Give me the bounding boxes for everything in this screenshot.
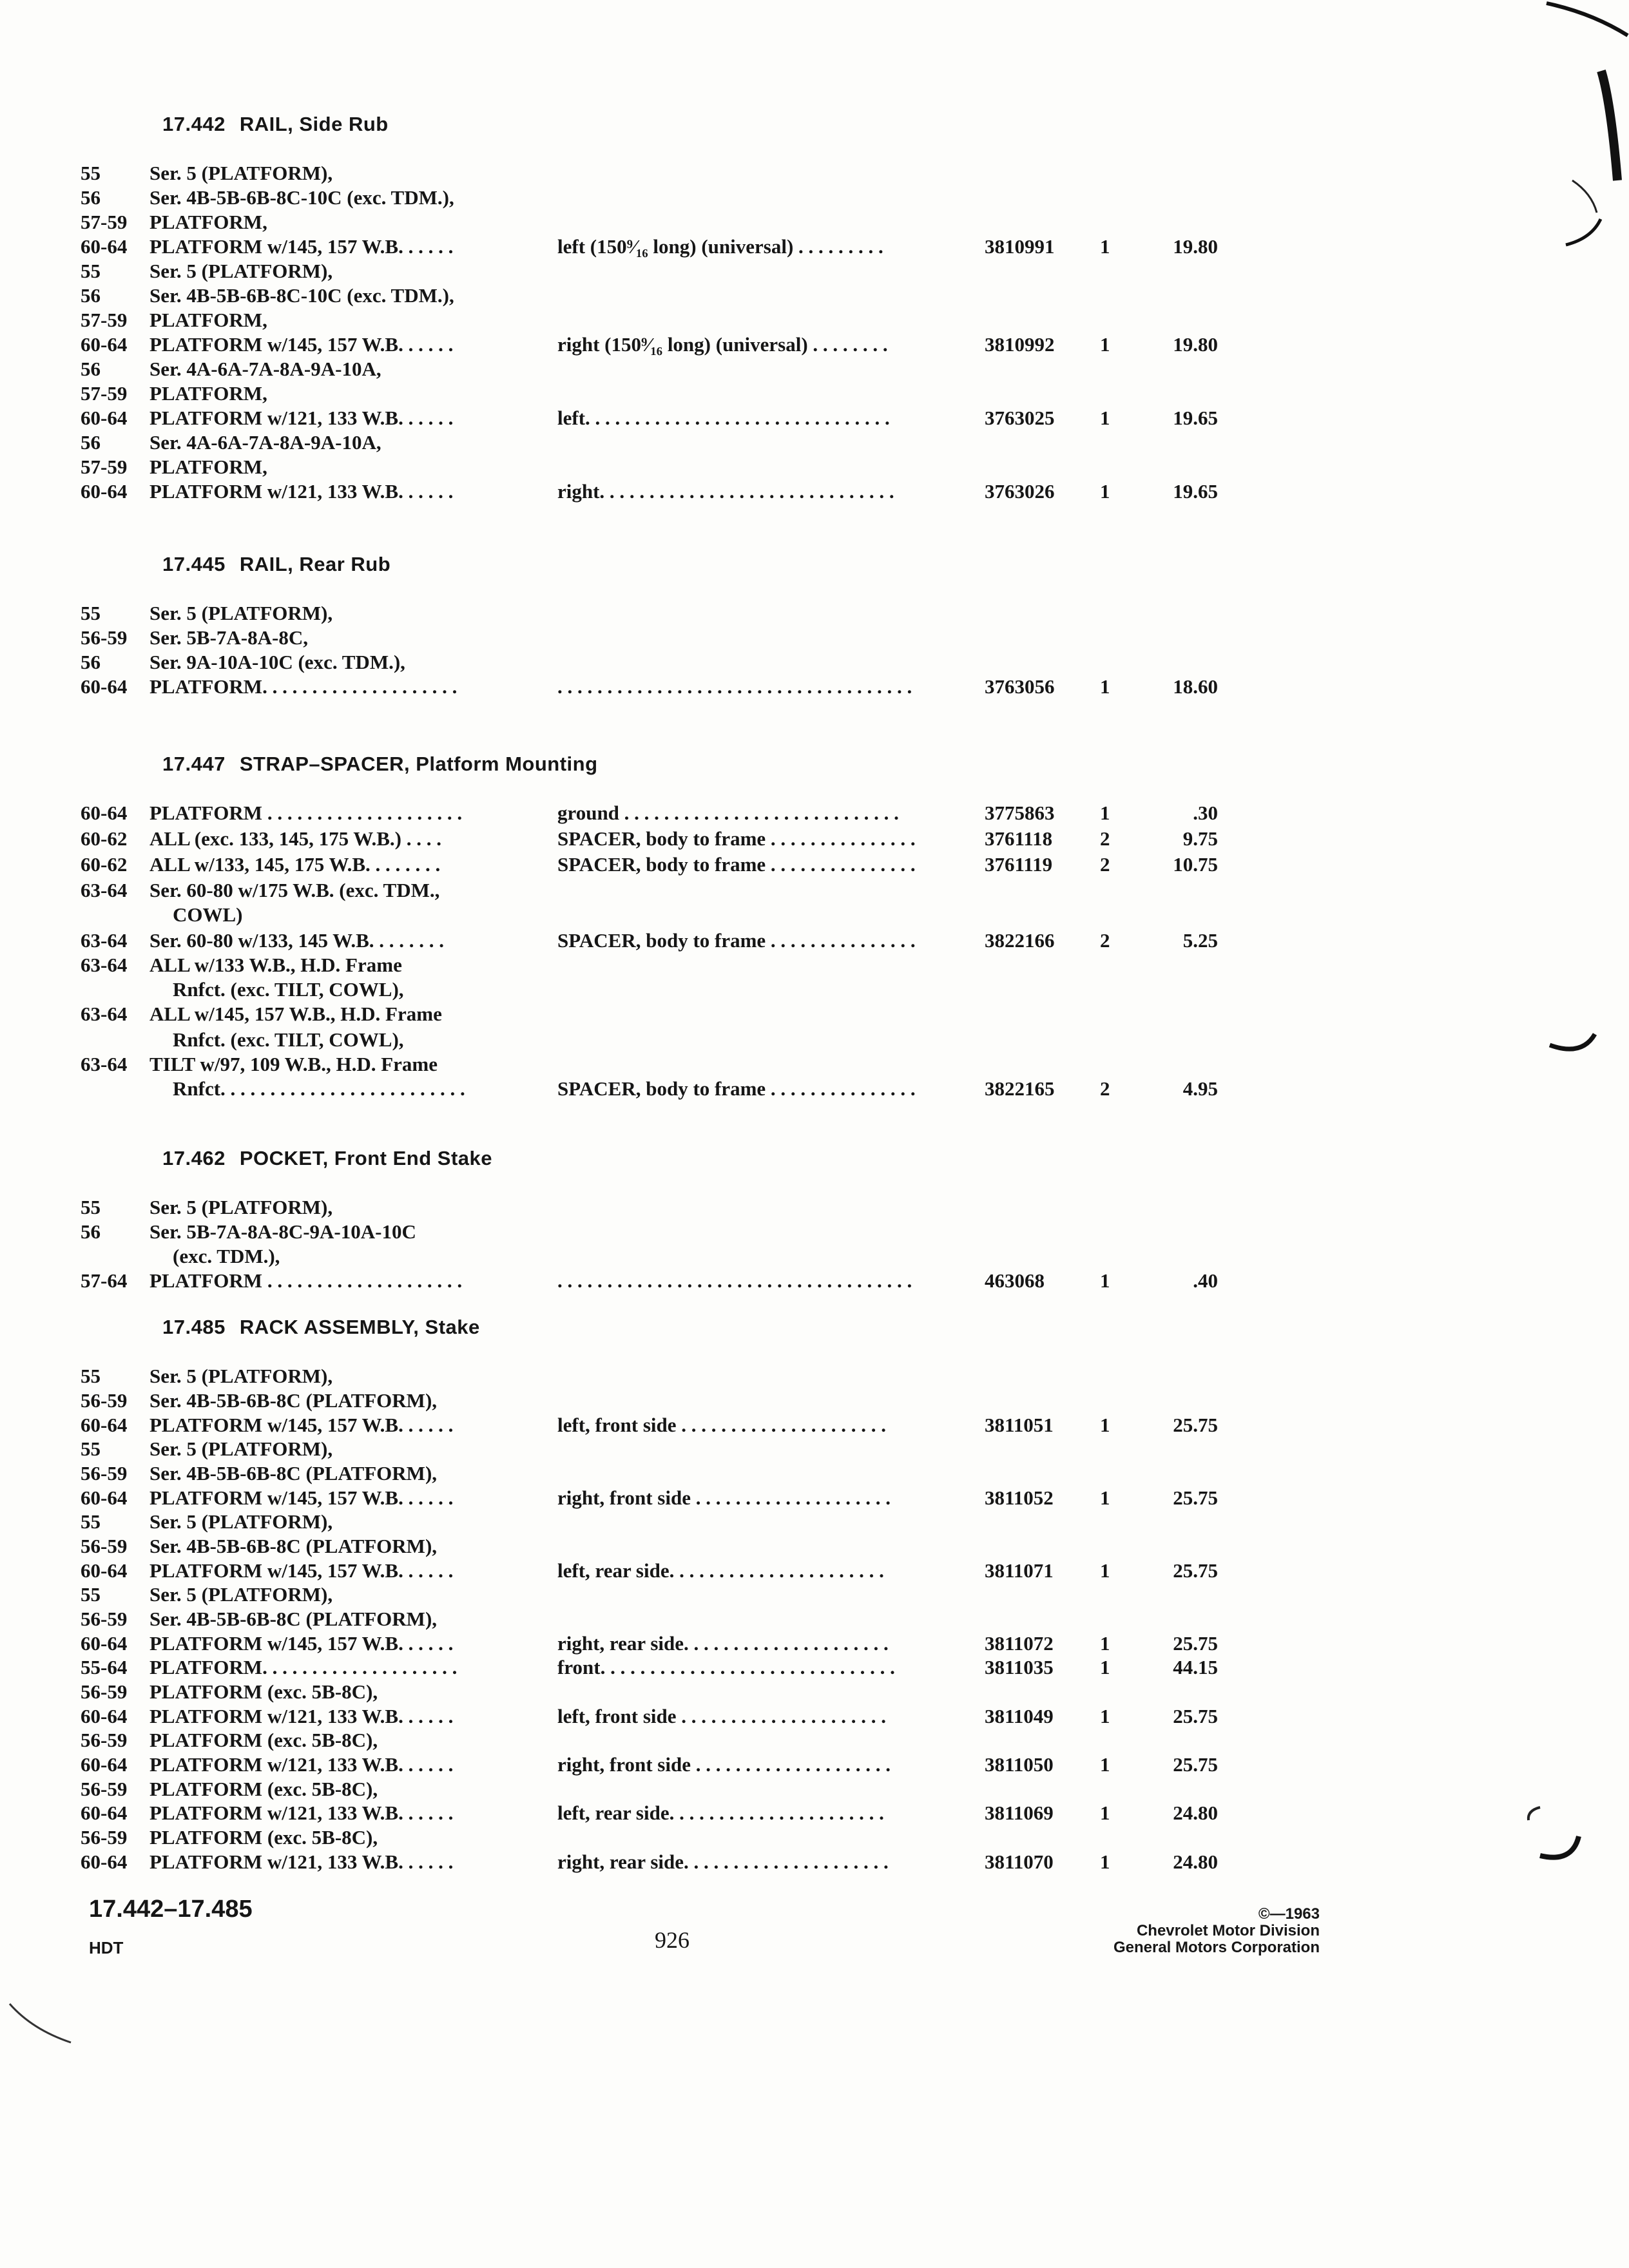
model-application: PLATFORM (exc. 5B-8C), [149, 1826, 378, 1849]
part-description: . . . . . . . . . . . . . . . . . . . . . . . . . . . . . . . . . . . . [557, 675, 912, 698]
part-description: right (150⁹⁄₁₆ long) (universal) . . . . . . . . [557, 333, 888, 356]
part-description: left, rear side. . . . . . . . . . . . . . . . . . . . . . [557, 1559, 884, 1582]
table-row [0, 1486, 1629, 1510]
list-price: 19.65 [1173, 480, 1218, 503]
table-row [0, 626, 1629, 650]
section-number: 17.462 [162, 1147, 226, 1169]
year-range: 63-64 [81, 879, 128, 901]
list-price: 9.75 [1182, 827, 1218, 850]
model-application: PLATFORM w/121, 133 W.B. . . . . . [149, 1705, 454, 1727]
table-row [0, 1002, 1629, 1026]
table-row [0, 1195, 1629, 1220]
list-price: .30 [1193, 802, 1218, 824]
model-application: PLATFORM . . . . . . . . . . . . . . . . . . . . [149, 1269, 463, 1292]
model-application: Ser. 4A-6A-7A-8A-9A-10A, [149, 431, 381, 454]
quantity: 1 [1100, 1753, 1110, 1776]
quantity: 1 [1100, 333, 1110, 356]
model-application: (exc. TDM.), [173, 1245, 280, 1267]
section-title: STRAP–SPACER, Platform Mounting [239, 753, 598, 775]
year-range: 60-64 [81, 1753, 128, 1776]
part-description: SPACER, body to frame . . . . . . . . . . . . . . . [557, 929, 916, 952]
model-application: PLATFORM (exc. 5B-8C), [149, 1778, 378, 1800]
year-range: 60-64 [81, 235, 128, 258]
part-number: 3811050 [985, 1753, 1054, 1776]
table-row [0, 1850, 1629, 1874]
table-row [0, 210, 1629, 235]
model-application: Ser. 4B-5B-6B-8C (PLATFORM), [149, 1389, 438, 1412]
year-range: 57-59 [81, 211, 128, 233]
year-range: 55 [81, 1437, 101, 1460]
table-row [0, 1364, 1629, 1389]
model-application: Ser. 5 (PLATFORM), [149, 602, 333, 624]
quantity: 1 [1100, 1705, 1110, 1727]
section-number: 17.445 [162, 553, 226, 575]
section-heading [162, 1147, 492, 1170]
section-title: RAIL, Rear Rub [239, 553, 391, 575]
year-range: 56-59 [81, 1729, 128, 1751]
model-application: PLATFORM w/121, 133 W.B. . . . . . [149, 480, 454, 503]
list-price: 18.60 [1173, 675, 1218, 698]
table-row [0, 675, 1629, 699]
list-price: 19.80 [1173, 333, 1218, 356]
part-number: 3810991 [985, 235, 1055, 258]
model-application: ALL w/145, 157 W.B., H.D. Frame [149, 1003, 442, 1025]
table-row [0, 406, 1629, 430]
quantity: 2 [1100, 827, 1110, 850]
model-application: PLATFORM (exc. 5B-8C), [149, 1729, 378, 1751]
model-application: Ser. 5B-7A-8A-8C-9A-10A-10C [149, 1220, 416, 1243]
model-application: Ser. 4B-5B-6B-8C-10C (exc. TDM.), [149, 284, 454, 307]
model-application: COWL) [173, 903, 243, 926]
part-description: right, front side . . . . . . . . . . . . . . . . . . . . [557, 1486, 891, 1509]
year-range: 56 [81, 284, 101, 307]
part-number: 3763026 [985, 480, 1055, 503]
quantity: 1 [1100, 1850, 1110, 1873]
part-description: right, rear side. . . . . . . . . . . . . . . . . . . . . [557, 1632, 889, 1655]
model-application: Ser. 4B-5B-6B-8C (PLATFORM), [149, 1462, 438, 1485]
table-row [0, 308, 1629, 332]
section-heading [162, 753, 598, 776]
part-number: 3811070 [985, 1850, 1054, 1873]
quantity: 1 [1100, 1559, 1110, 1582]
part-number: 3822165 [985, 1077, 1055, 1100]
part-number: 3761118 [985, 827, 1053, 850]
table-row [0, 928, 1629, 953]
quantity: 1 [1100, 1656, 1110, 1678]
section-title: RACK ASSEMBLY, Stake [239, 1316, 480, 1338]
table-row [0, 601, 1629, 626]
table-row [0, 1220, 1629, 1244]
table-row [0, 1825, 1629, 1850]
year-range: 55 [81, 1583, 101, 1606]
year-range: 56-59 [81, 626, 128, 649]
part-number: 3811051 [985, 1414, 1054, 1436]
division: Chevrolet Motor Division [1136, 1922, 1320, 1939]
list-price: 44.15 [1173, 1656, 1218, 1678]
table-row [0, 1052, 1629, 1077]
list-price: 5.25 [1182, 929, 1218, 952]
part-number: 3811049 [985, 1705, 1054, 1727]
model-application: PLATFORM w/145, 157 W.B. . . . . . [149, 1559, 454, 1582]
table-row [0, 852, 1629, 877]
year-range: 57-64 [81, 1269, 128, 1292]
year-range: 56-59 [81, 1826, 128, 1849]
model-application: Ser. 5 (PLATFORM), [149, 1365, 333, 1387]
year-range: 56 [81, 431, 101, 454]
model-application: Ser. 5 (PLATFORM), [149, 260, 333, 282]
table-row [0, 1534, 1629, 1559]
table-row [0, 1704, 1629, 1729]
model-application: PLATFORM w/121, 133 W.B. . . . . . [149, 407, 454, 429]
model-application: Ser. 5B-7A-8A-8C, [149, 626, 308, 649]
year-range: 56 [81, 358, 101, 380]
part-number: 3811072 [985, 1632, 1054, 1655]
table-row [0, 479, 1629, 504]
table-row [0, 1801, 1629, 1825]
part-description: left, front side . . . . . . . . . . . . . . . . . . . . . [557, 1705, 887, 1727]
table-row [0, 381, 1629, 406]
list-price: 10.75 [1173, 853, 1218, 876]
scan-hole-artifact-1 [1534, 999, 1624, 1070]
year-range: 60-64 [81, 675, 128, 698]
part-number: 3763056 [985, 675, 1055, 698]
table-row [0, 1631, 1629, 1656]
part-number: 3810992 [985, 333, 1055, 356]
part-number: 3763025 [985, 407, 1055, 429]
quantity: 1 [1100, 802, 1110, 824]
year-range: 55 [81, 162, 101, 184]
model-application: Ser. 5 (PLATFORM), [149, 162, 333, 184]
model-application: PLATFORM . . . . . . . . . . . . . . . . . . . . [149, 802, 463, 824]
table-row [0, 1777, 1629, 1802]
model-application: Ser. 5 (PLATFORM), [149, 1437, 333, 1460]
table-row [0, 1437, 1629, 1461]
table-row [0, 1655, 1629, 1680]
list-price: 19.65 [1173, 407, 1218, 429]
section-heading [162, 113, 389, 136]
year-range: 63-64 [81, 1003, 128, 1025]
table-row [0, 357, 1629, 381]
year-range: 55 [81, 260, 101, 282]
year-range: 60-64 [81, 1705, 128, 1727]
table-row [0, 977, 1629, 1002]
list-price: 25.75 [1173, 1632, 1218, 1655]
model-application: PLATFORM, [149, 382, 267, 405]
model-application: Ser. 9A-10A-10C (exc. TDM.), [149, 651, 405, 673]
part-description: SPACER, body to frame . . . . . . . . . . . . . . . [557, 853, 916, 876]
section-heading [162, 553, 390, 576]
quantity: 1 [1100, 1486, 1110, 1509]
quantity: 1 [1100, 235, 1110, 258]
scan-corner-artifact [6, 1997, 77, 2049]
list-price: 24.80 [1173, 1850, 1218, 1873]
year-range: 56-59 [81, 1462, 128, 1485]
table-row [0, 1413, 1629, 1437]
part-number: 3822166 [985, 929, 1055, 952]
part-description: left. . . . . . . . . . . . . . . . . . . . . . . . . . . . . . . [557, 407, 890, 429]
quantity: 2 [1100, 853, 1110, 876]
quantity: 1 [1100, 407, 1110, 429]
part-description: right. . . . . . . . . . . . . . . . . . . . . . . . . . . . . . [557, 480, 894, 503]
year-range: 60-64 [81, 333, 128, 356]
scan-hole-artifact-2 [1514, 1791, 1611, 1875]
footer-code: HDT [89, 1938, 124, 1957]
model-application: Ser. 5 (PLATFORM), [149, 1583, 333, 1606]
page-number: 926 [655, 1927, 689, 1953]
model-application: ALL w/133 W.B., H.D. Frame [149, 954, 402, 976]
part-description: front. . . . . . . . . . . . . . . . . . . . . . . . . . . . . . [557, 1656, 895, 1678]
section-title: RAIL, Side Rub [239, 113, 389, 135]
model-application: Ser. 4B-5B-6B-8C-10C (exc. TDM.), [149, 186, 454, 209]
part-number: 463068 [985, 1269, 1045, 1292]
table-row [0, 1389, 1629, 1413]
part-description: SPACER, body to frame . . . . . . . . . . . . . . . [557, 827, 916, 850]
part-number: 3811035 [985, 1656, 1054, 1678]
quantity: 1 [1100, 1632, 1110, 1655]
model-application: Ser. 5 (PLATFORM), [149, 1510, 333, 1533]
list-price: 25.75 [1173, 1414, 1218, 1436]
table-row [0, 1680, 1629, 1704]
year-range: 60-64 [81, 1486, 128, 1509]
year-range: 57-59 [81, 456, 128, 478]
year-range: 55 [81, 1196, 101, 1218]
table-row [0, 430, 1629, 455]
year-range: 55 [81, 602, 101, 624]
table-row [0, 1269, 1629, 1293]
year-range: 60-64 [81, 1559, 128, 1582]
table-row [0, 1510, 1629, 1534]
year-range: 60-64 [81, 1850, 128, 1873]
model-application: Ser. 5 (PLATFORM), [149, 1196, 333, 1218]
model-application: PLATFORM. . . . . . . . . . . . . . . . . . . . [149, 675, 458, 698]
part-description: . . . . . . . . . . . . . . . . . . . . . . . . . . . . . . . . . . . . [557, 1269, 912, 1292]
model-application: Ser. 4A-6A-7A-8A-9A-10A, [149, 358, 381, 380]
table-row [0, 186, 1629, 210]
section-number: 17.447 [162, 753, 226, 775]
year-range: 63-64 [81, 954, 128, 976]
year-range: 63-64 [81, 929, 128, 952]
year-range: 63-64 [81, 1053, 128, 1075]
quantity: 2 [1100, 929, 1110, 952]
model-application: Ser. 4B-5B-6B-8C (PLATFORM), [149, 1608, 438, 1630]
year-range: 60-64 [81, 1632, 128, 1655]
part-number: 3811052 [985, 1486, 1054, 1509]
section-number: 17.485 [162, 1316, 226, 1338]
quantity: 1 [1100, 1414, 1110, 1436]
model-application: Rnfct. . . . . . . . . . . . . . . . . . . . . . . . . [173, 1077, 465, 1100]
scan-edge-artifact [1534, 0, 1629, 296]
year-range: 56-59 [81, 1778, 128, 1800]
part-description: SPACER, body to frame . . . . . . . . . . . . . . . [557, 1077, 916, 1100]
year-range: 55 [81, 1365, 101, 1387]
year-range: 56 [81, 1220, 101, 1243]
year-range: 56-59 [81, 1535, 128, 1557]
list-price: 4.95 [1182, 1077, 1218, 1100]
table-row [0, 903, 1629, 927]
model-application: Rnfct. (exc. TILT, COWL), [173, 1028, 404, 1051]
table-row [0, 332, 1629, 357]
year-range: 57-59 [81, 382, 128, 405]
copyright: ©—1963 [1258, 1905, 1320, 1923]
year-range: 55 [81, 1510, 101, 1533]
model-application: ALL w/133, 145, 175 W.B. . . . . . . . [149, 853, 441, 876]
year-range: 60-64 [81, 1414, 128, 1436]
model-application: PLATFORM w/145, 157 W.B. . . . . . [149, 333, 454, 356]
part-description: right, front side . . . . . . . . . . . . . . . . . . . . [557, 1753, 891, 1776]
part-description: ground . . . . . . . . . . . . . . . . . . . . . . . . . . . . [557, 802, 899, 824]
year-range: 60-64 [81, 480, 128, 503]
part-description: left, front side . . . . . . . . . . . . . . . . . . . . . [557, 1414, 887, 1436]
year-range: 56-59 [81, 1389, 128, 1412]
model-application: PLATFORM w/121, 133 W.B. . . . . . [149, 1753, 454, 1776]
year-range: 56-59 [81, 1608, 128, 1630]
section-number: 17.442 [162, 113, 226, 135]
list-price: 25.75 [1173, 1559, 1218, 1582]
year-range: 56-59 [81, 1680, 128, 1703]
part-number: 3775863 [985, 802, 1055, 824]
section-heading [162, 1316, 480, 1339]
model-application: PLATFORM w/145, 157 W.B. . . . . . [149, 1632, 454, 1655]
part-description: left, rear side. . . . . . . . . . . . . . . . . . . . . . [557, 1802, 884, 1824]
table-row [0, 455, 1629, 479]
year-range: 60-64 [81, 407, 128, 429]
table-row [0, 1461, 1629, 1486]
list-price: 24.80 [1173, 1802, 1218, 1824]
list-price: 25.75 [1173, 1486, 1218, 1509]
table-row [0, 1244, 1629, 1269]
year-range: 60-62 [81, 827, 128, 850]
table-row [0, 235, 1629, 259]
model-application: PLATFORM w/145, 157 W.B. . . . . . [149, 235, 454, 258]
list-price: 19.80 [1173, 235, 1218, 258]
part-number: 3811071 [985, 1559, 1054, 1582]
table-row [0, 1582, 1629, 1607]
footer-range: 17.442–17.485 [89, 1896, 253, 1923]
table-row [0, 827, 1629, 851]
model-application: PLATFORM w/121, 133 W.B. . . . . . [149, 1802, 454, 1824]
table-row [0, 284, 1629, 308]
year-range: 60-64 [81, 802, 128, 824]
table-row [0, 1077, 1629, 1101]
quantity: 2 [1100, 1077, 1110, 1100]
table-row [0, 1559, 1629, 1583]
table-row [0, 953, 1629, 977]
model-application: Ser. 60-80 w/175 W.B. (exc. TDM., [149, 879, 440, 901]
table-row [0, 801, 1629, 825]
model-application: PLATFORM w/145, 157 W.B. . . . . . [149, 1486, 454, 1509]
table-row [0, 650, 1629, 675]
list-price: .40 [1193, 1269, 1218, 1292]
year-range: 55-64 [81, 1656, 128, 1678]
quantity: 1 [1100, 1269, 1110, 1292]
table-row [0, 161, 1629, 186]
year-range: 60-62 [81, 853, 128, 876]
part-description: right, rear side. . . . . . . . . . . . . . . . . . . . . [557, 1850, 889, 1873]
table-row [0, 259, 1629, 284]
table-row [0, 878, 1629, 903]
model-application: Ser. 60-80 w/133, 145 W.B. . . . . . . . [149, 929, 445, 952]
model-application: Rnfct. (exc. TILT, COWL), [173, 978, 404, 1001]
year-range: 57-59 [81, 309, 128, 331]
table-row [0, 1728, 1629, 1753]
year-range: 60-64 [81, 1802, 128, 1824]
table-row [0, 1607, 1629, 1631]
table-row [0, 1028, 1629, 1052]
model-application: ALL (exc. 133, 145, 175 W.B.) . . . . [149, 827, 441, 850]
part-description: left (150⁹⁄₁₆ long) (universal) . . . . . . . . . [557, 235, 883, 258]
quantity: 1 [1100, 1802, 1110, 1824]
quantity: 1 [1100, 480, 1110, 503]
model-application: PLATFORM. . . . . . . . . . . . . . . . . . . . [149, 1656, 458, 1678]
part-number: 3811069 [985, 1802, 1054, 1824]
list-price: 25.75 [1173, 1753, 1218, 1776]
model-application: PLATFORM, [149, 211, 267, 233]
model-application: PLATFORM (exc. 5B-8C), [149, 1680, 378, 1703]
part-number: 3761119 [985, 853, 1053, 876]
list-price: 25.75 [1173, 1705, 1218, 1727]
model-application: TILT w/97, 109 W.B., H.D. Frame [149, 1053, 438, 1075]
year-range: 56 [81, 186, 101, 209]
quantity: 1 [1100, 675, 1110, 698]
footer-publisher [1113, 1906, 1320, 1956]
corporation: General Motors Corporation [1113, 1939, 1320, 1956]
model-application: PLATFORM, [149, 309, 267, 331]
section-title: POCKET, Front End Stake [239, 1147, 492, 1169]
year-range: 56 [81, 651, 101, 673]
table-row [0, 1753, 1629, 1777]
model-application: PLATFORM w/145, 157 W.B. . . . . . [149, 1414, 454, 1436]
model-application: PLATFORM, [149, 456, 267, 478]
model-application: PLATFORM w/121, 133 W.B. . . . . . [149, 1850, 454, 1873]
model-application: Ser. 4B-5B-6B-8C (PLATFORM), [149, 1535, 438, 1557]
